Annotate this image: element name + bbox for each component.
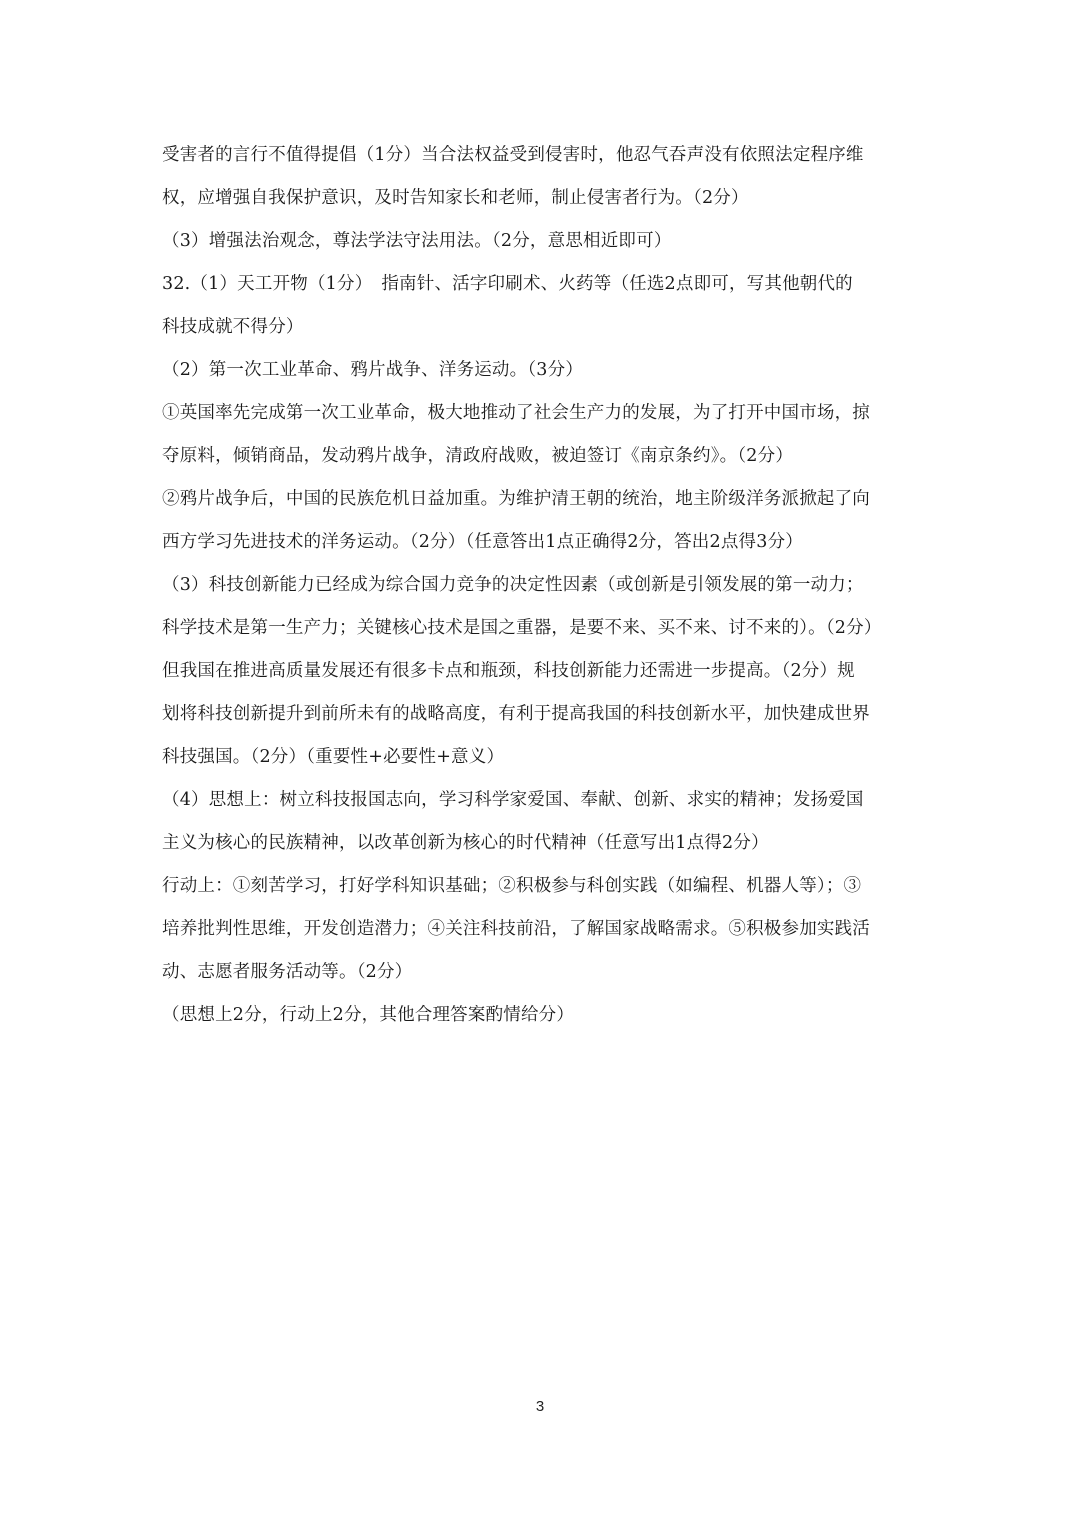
text-line: ①英国率先完成第一次工业革命，极大地推动了社会生产力的发展，为了打开中国市场，掠 (162, 403, 870, 423)
text-line: 夺原料，倾销商品，发动鸦片战争，清政府战败，被迫签订《南京条约》。（2分） (162, 446, 794, 466)
text-line: 行动上：①刻苦学习，打好学科知识基础；②积极参与科创实践（如编程、机器人等）；③ (162, 876, 862, 896)
text-line: 权，应增强自我保护意识，及时告知家长和老师，制止侵害者行为。（2分） (162, 188, 749, 208)
text-line: 科学技术是第一生产力；关键核心技术是国之重器，是要不来、买不来、讨不来的）。（2分） (162, 618, 882, 638)
text-line: 受害者的言行不值得提倡（1分）当合法权益受到侵害时，他忍气吞声没有依照法定程序维 (162, 145, 864, 165)
text-line: （思想上2分，行动上2分，其他合理答案酌情给分） (162, 1005, 575, 1025)
text-line: 西方学习先进技术的洋务运动。（2分）（任意答出1点正确得2分，答出2点得3分） (162, 532, 803, 552)
text-line: 主义为核心的民族精神，以改革创新为核心的时代精神（任意写出1点得2分） (162, 833, 769, 853)
text-line: （3）增强法治观念，尊法学法守法用法。（2分，意思相近即可） (162, 231, 672, 251)
text-line: 但我国在推进高质量发展还有很多卡点和瓶颈，科技创新能力还需进一步提高。（2分）规 (162, 661, 855, 681)
text-line: 科技强国。（2分）（重要性+必要性+意义） (162, 747, 505, 767)
text-line: （3）科技创新能力已经成为综合国力竞争的决定性因素（或创新是引领发展的第一动力； (162, 575, 864, 595)
text-line: 划将科技创新提升到前所未有的战略高度，有利于提高我国的科技创新水平，加快建成世界 (162, 704, 870, 724)
answer-text-block (162, 134, 922, 1037)
text-line: （2）第一次工业革命、鸦片战争、洋务运动。（3分） (162, 360, 584, 380)
text-line: 32.（1）天工开物（1分） 指南针、活字印刷术、火药等（任选2点即可，写其他朝代的 (162, 274, 853, 294)
text-line: ②鸦片战争后，中国的民族危机日益加重。为维护清王朝的统治，地主阶级洋务派掀起了向 (162, 489, 870, 509)
text-line: 科技成就不得分） (162, 317, 304, 337)
page-number: 3 (535, 1398, 545, 1415)
text-line: 培养批判性思维，开发创造潜力；④关注科技前沿，了解国家战略需求。⑤积极参加实践活 (162, 919, 870, 939)
text-line: （4）思想上：树立科技报国志向，学习科学家爱国、奉献、创新、求实的精神；发扬爱国 (162, 790, 864, 810)
text-line: 动、志愿者服务活动等。（2分） (162, 962, 413, 982)
